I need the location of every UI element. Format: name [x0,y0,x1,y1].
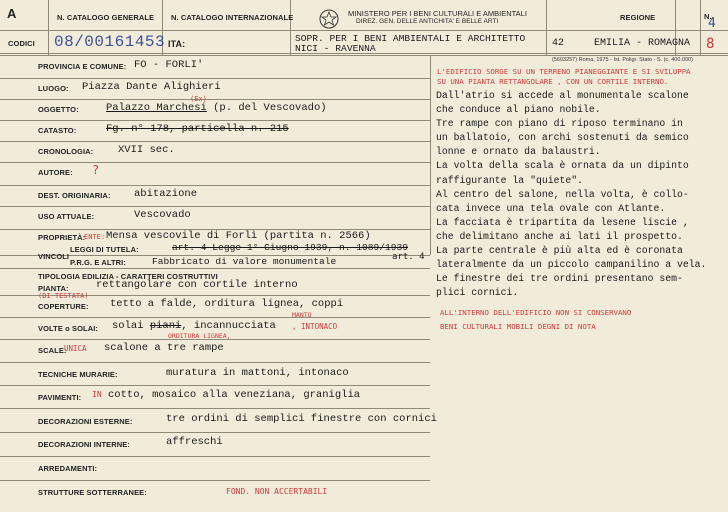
cronologia-value: XVII sec. [118,144,175,156]
pavimenti-label: PAVIMENTI: [38,393,82,402]
coperture-value [110,298,343,310]
catalog-number: 08/00161453 [54,33,166,51]
prg-value: Fabbricato di valore monumentale [152,256,337,267]
volte-label: VOLTE o SOLAI: [38,324,99,333]
dest-label: DEST. ORIGINARIA: [38,191,111,200]
catasto-label: CATASTO: [38,126,77,135]
rule [0,78,430,79]
scale-label: SCALE: [38,346,67,355]
notes-hand-top-2: SU UNA PIANTA RETTANGOLARE , CON UN CORTILE INTERNO. [437,77,669,86]
rule [430,55,431,255]
notes-line: Dall'atrio si accede al monumentale scalone [436,90,689,101]
rule [700,0,701,55]
rule [0,162,430,163]
rule [0,268,430,269]
autore-label: AUTORE: [38,168,73,177]
rule [0,317,430,318]
rule [0,120,430,121]
notes-line: che delimitano anche ai lati il prospetto. [436,230,683,242]
pavimenti-value: cotto, mosaico alla veneziana, graniglia [108,389,361,401]
rule [0,206,430,207]
dec-int-label: DECORAZIONI INTERNE: [38,440,130,449]
notes-line: Al centro del salone, nella volta, è collo- [436,188,689,200]
volte-hand-a: ORDITURA LIGNEA, [168,332,231,340]
strutture-label: STRUTTURE SOTTERRANEE: [38,488,147,497]
state-emblem-icon [318,8,340,30]
leggi-value: art. 4 Legge 1° Giugno 1939, n. 1089/1939 [172,242,409,253]
notes-hand-bottom-1: ALL'INTERNO DELL'EDIFICIO NON SI CONSERVANO [440,308,632,317]
notes-line: La facciata è tripartita da lesene liscie , [436,216,689,228]
catasto-value-a: Fg. n° 178 [106,123,170,135]
catasto-value [106,123,289,135]
rule [0,99,430,100]
rule [0,456,430,457]
coperture-value-a: tetto a falde, orditura lignea [110,298,300,310]
rule [0,55,728,56]
notes-line: Le finestre dei tre ordini presentano sem- [436,273,683,285]
oggetto-label: OGGETTO: [38,105,79,114]
notes-line: La volta della scala è ornata da un dipinto [436,160,689,172]
tecniche-value: muratura in mattoni, intonaco [166,367,349,379]
uso-label: USO ATTUALE: [38,212,95,221]
coperture-value-b: , coppi [299,298,344,310]
letter-a: A [7,6,17,21]
pavimenti-hand: IN [92,390,102,399]
notes-description [436,89,726,300]
uso-value: Vescovado [134,209,191,221]
proprieta-value: Mensa vescovile di Forlì (partita n. 2566) [106,230,371,242]
notes-line: raffigurante la "quiete". [436,174,583,186]
notes-line: lateralmente da un piccolo campanilino a vela. [436,259,707,271]
notes-line: Tre rampe con piano di riposo terminano in [436,118,683,130]
volte-value-c: , incannucciata [181,320,276,332]
codici-label: CODICI [8,39,35,48]
luogo-value: Piazza Dante Alighieri [82,81,221,93]
rule [0,385,430,386]
pianta-label: PIANTA: [38,284,69,293]
oggetto-hand-note: (Ex) [190,95,207,103]
cronologia-label: CRONOLOGIA: [38,147,94,156]
card-number: 4 [708,16,716,31]
coperture-hand: MANTO [292,311,312,319]
regione-label: REGIONE [620,13,656,22]
rule [0,480,430,481]
catalogo-generale-label: N. CATALOGO GENERALE [57,13,155,22]
notes-line: lonne e ornato da balaustri. [436,146,601,158]
catalogo-internazionale-label: N. CATALOGO INTERNAZIONALE [171,13,294,22]
ministry-line-2: DIREZ. GEN. DELLE ANTICHITA' E BELLE ARTI [356,18,499,25]
notes-line: un ballatoio, con archi sostenuti da semico [436,132,689,144]
regione-value: EMILIA - ROMAGNA [594,38,691,49]
fine-print: (5603257) Roma, 1975 - Ist. Poligr. Stato - S. (c. 400.000) [552,57,693,63]
dec-est-value: tre ordini di semplici finestre con cornici [166,413,437,425]
volte-value-a: solai [112,320,150,332]
rule [48,0,49,55]
regione-code-hand: 8 [706,36,715,52]
leggi-label: LEGGI DI TUTELA: [70,245,139,254]
rule [0,141,430,142]
n-label: N. [704,12,712,21]
luogo-label: LUOGO: [38,84,69,93]
provincia-value: FO - FORLI' [134,59,204,71]
tecniche-label: TECNICHE MURARIE: [38,370,118,379]
strutture-hand: FOND. NON ACCERTABILI [226,487,328,496]
scale-value: scalone a tre rampe [104,342,224,354]
proprieta-label: PROPRIETÀ: [38,233,86,242]
soprintendenza-line-1: SOPR. PER I BENI AMBIENTALI E ARCHITETTO [295,33,526,44]
dec-int-value: affreschi [166,436,223,448]
dec-est-label: DECORAZIONI ESTERNE: [38,417,133,426]
scale-hand: UNICA [64,344,87,353]
ministry-line-1: MINISTERO PER I BENI CULTURALI E AMBIENTALI [348,9,527,18]
notes-line: cata invece una tela ovale con Atlante. [436,202,666,214]
rule [0,185,430,186]
notes-line: La parte centrale è più alta ed è coronata [436,245,683,257]
soprintendenza-code: 42 [552,38,565,49]
proprieta-hand: ENTE: [84,233,106,241]
oggetto-value [106,102,327,114]
pianta-value: rettangolare con cortile interno [96,279,298,291]
coperture-label: COPERTURE: [38,302,89,311]
oggetto-value-b: (p. del Vescovado) [206,102,327,114]
dest-value: abitazione [134,188,198,200]
leggi-hand: art. 4 [392,252,425,262]
rule [0,408,430,409]
volte-hand-b: , INTONACO [292,322,338,331]
catasto-value-b: , particella n. 215 [169,123,289,135]
oggetto-value-a: Palazzo Marchesi [106,102,207,114]
rule [546,0,547,55]
volte-value [112,320,276,332]
provincia-label: PROVINCIA E COMUNE: [38,62,127,71]
notes-hand-top-1: L'EDIFICIO SORGE SU UN TERRENO PIANEGGIANTE E SI SVILUPPA [437,67,691,76]
pianta-hand: (DI TESTATA) [38,292,89,300]
tipologia-section-label: TIPOLOGIA EDILIZIA - CARATTERI COSTRUTTIVI [38,272,218,281]
notes-line: che conduce al piano nobile. [436,104,601,116]
vincoli-label: VINCOLI [38,252,70,261]
notes-line: plici cornici. [436,287,519,299]
notes-hand-bottom-2: BENI CULTURALI MOBILI DEGNI DI NOTA [440,322,596,331]
rule [0,362,430,363]
volte-value-b: piani [149,320,182,332]
rule [290,0,291,55]
autore-hand: ? [92,163,100,177]
ita-label: ITA: [168,39,186,49]
rule [0,30,728,31]
arredamenti-label: ARREDAMENTI: [38,464,98,473]
soprintendenza-line-2: NICI - RAVENNA [295,43,376,54]
rule [0,432,430,433]
prg-label: P.R.G. E ALTRI: [70,258,126,267]
